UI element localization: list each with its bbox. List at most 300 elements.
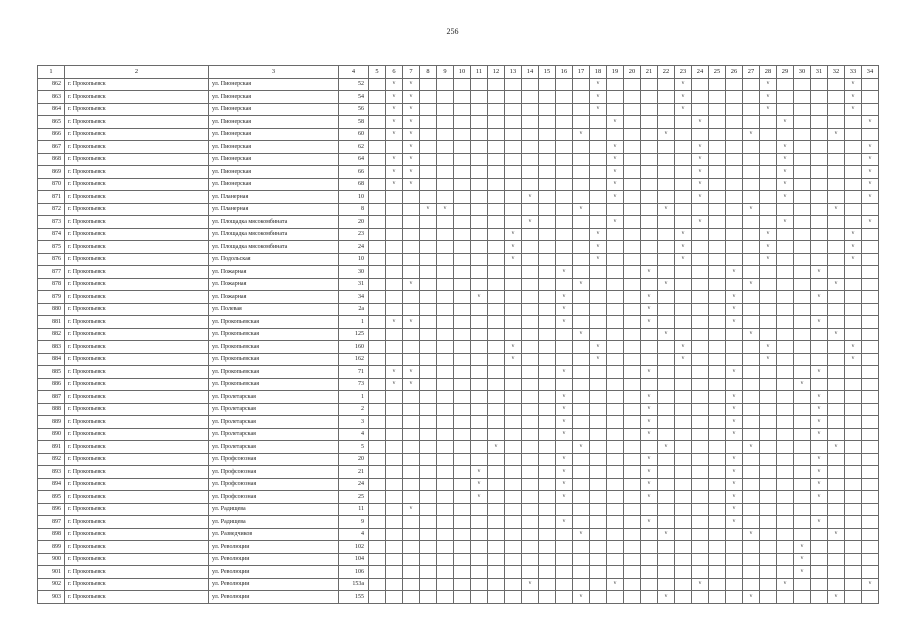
empty-cell (811, 353, 828, 366)
empty-cell (658, 466, 675, 479)
empty-cell (556, 191, 573, 204)
empty-cell (505, 78, 522, 91)
empty-cell (675, 116, 692, 129)
column-header-24: 24 (692, 66, 709, 79)
empty-cell (692, 428, 709, 441)
empty-cell (709, 391, 726, 404)
empty-cell (386, 141, 403, 154)
check-mark: v (777, 216, 794, 229)
empty-cell (590, 516, 607, 529)
empty-cell (828, 103, 845, 116)
empty-cell (675, 478, 692, 491)
row-number: 882 (38, 328, 65, 341)
empty-cell (556, 541, 573, 554)
empty-cell (641, 278, 658, 291)
empty-cell (743, 516, 760, 529)
empty-cell (709, 591, 726, 604)
empty-cell (641, 541, 658, 554)
empty-cell (811, 166, 828, 179)
column-header-30: 30 (794, 66, 811, 79)
column-header-34: 34 (862, 66, 879, 79)
check-mark: v (658, 528, 675, 541)
empty-cell (794, 203, 811, 216)
house-number-cell: 8 (339, 203, 369, 216)
house-number-cell: 34 (339, 291, 369, 304)
city-cell: г. Прокопьевск (65, 153, 209, 166)
empty-cell (471, 91, 488, 104)
empty-cell (777, 466, 794, 479)
empty-cell (454, 341, 471, 354)
empty-cell (454, 216, 471, 229)
check-mark: v (811, 428, 828, 441)
empty-cell (726, 103, 743, 116)
empty-cell (777, 203, 794, 216)
empty-cell (709, 203, 726, 216)
empty-cell (760, 528, 777, 541)
empty-cell (590, 403, 607, 416)
empty-cell (726, 203, 743, 216)
empty-cell (658, 428, 675, 441)
empty-cell (743, 466, 760, 479)
check-mark: v (641, 266, 658, 279)
empty-cell (471, 516, 488, 529)
column-header-3: 3 (209, 66, 339, 79)
check-mark: v (845, 78, 862, 91)
empty-cell (454, 253, 471, 266)
empty-cell (573, 353, 590, 366)
empty-cell (539, 353, 556, 366)
empty-cell (862, 203, 879, 216)
empty-cell (437, 228, 454, 241)
row-number: 866 (38, 128, 65, 141)
check-mark: v (590, 78, 607, 91)
table-row (38, 328, 879, 341)
empty-cell (437, 166, 454, 179)
empty-cell (624, 366, 641, 379)
check-mark: v (590, 91, 607, 104)
empty-cell (386, 291, 403, 304)
empty-cell (641, 141, 658, 154)
empty-cell (760, 466, 777, 479)
empty-cell (794, 591, 811, 604)
empty-cell (675, 466, 692, 479)
empty-cell (845, 453, 862, 466)
empty-cell (539, 203, 556, 216)
empty-cell (420, 78, 437, 91)
empty-cell (709, 228, 726, 241)
empty-cell (488, 391, 505, 404)
check-mark: v (692, 578, 709, 591)
empty-cell (437, 241, 454, 254)
empty-cell (811, 566, 828, 579)
empty-cell (539, 553, 556, 566)
empty-cell (709, 91, 726, 104)
empty-cell (488, 278, 505, 291)
empty-cell (658, 291, 675, 304)
empty-cell (403, 228, 420, 241)
empty-cell (794, 278, 811, 291)
empty-cell (743, 503, 760, 516)
empty-cell (862, 241, 879, 254)
empty-cell (573, 516, 590, 529)
empty-cell (471, 391, 488, 404)
empty-cell (675, 328, 692, 341)
street-cell: ул. Пионерская (209, 103, 339, 116)
check-mark: v (828, 328, 845, 341)
empty-cell (403, 466, 420, 479)
empty-cell (403, 353, 420, 366)
empty-cell (420, 591, 437, 604)
table-row (38, 366, 879, 379)
empty-cell (675, 553, 692, 566)
house-number-cell: 153а (339, 578, 369, 591)
empty-cell (454, 453, 471, 466)
empty-cell (369, 453, 386, 466)
empty-cell (454, 303, 471, 316)
empty-cell (862, 341, 879, 354)
empty-cell (624, 116, 641, 129)
empty-cell (403, 416, 420, 429)
empty-cell (471, 353, 488, 366)
empty-cell (454, 128, 471, 141)
empty-cell (845, 578, 862, 591)
empty-cell (505, 328, 522, 341)
empty-cell (862, 91, 879, 104)
empty-cell (454, 478, 471, 491)
empty-cell (386, 228, 403, 241)
empty-cell (505, 503, 522, 516)
empty-cell (675, 391, 692, 404)
column-header-4: 4 (339, 66, 369, 79)
empty-cell (624, 166, 641, 179)
empty-cell (828, 191, 845, 204)
empty-cell (369, 578, 386, 591)
table-row (38, 178, 879, 191)
empty-cell (658, 253, 675, 266)
empty-cell (658, 228, 675, 241)
empty-cell (692, 78, 709, 91)
empty-cell (539, 278, 556, 291)
empty-cell (624, 341, 641, 354)
street-cell: ул. Революции (209, 553, 339, 566)
empty-cell (437, 366, 454, 379)
house-number-cell: 73 (339, 378, 369, 391)
empty-cell (811, 103, 828, 116)
empty-cell (437, 178, 454, 191)
empty-cell (505, 403, 522, 416)
empty-cell (437, 353, 454, 366)
empty-cell (845, 591, 862, 604)
empty-cell (437, 266, 454, 279)
empty-cell (726, 578, 743, 591)
check-mark: v (726, 453, 743, 466)
empty-cell (437, 566, 454, 579)
empty-cell (828, 353, 845, 366)
empty-cell (641, 203, 658, 216)
city-cell: г. Прокопьевск (65, 553, 209, 566)
city-cell: г. Прокопьевск (65, 566, 209, 579)
table-row (38, 278, 879, 291)
check-mark: v (845, 253, 862, 266)
table-row (38, 503, 879, 516)
check-mark: v (403, 91, 420, 104)
empty-cell (692, 453, 709, 466)
empty-cell (777, 503, 794, 516)
empty-cell (386, 428, 403, 441)
empty-cell (505, 153, 522, 166)
empty-cell (845, 428, 862, 441)
row-number: 870 (38, 178, 65, 191)
empty-cell (590, 528, 607, 541)
street-cell: ул. Планерная (209, 191, 339, 204)
row-number: 883 (38, 341, 65, 354)
empty-cell (675, 191, 692, 204)
empty-cell (692, 378, 709, 391)
empty-cell (624, 553, 641, 566)
check-mark: v (726, 291, 743, 304)
check-mark: v (437, 203, 454, 216)
table-row (38, 241, 879, 254)
empty-cell (845, 141, 862, 154)
column-header-19: 19 (607, 66, 624, 79)
house-number-cell: 125 (339, 328, 369, 341)
empty-cell (573, 466, 590, 479)
table-row (38, 103, 879, 116)
empty-cell (505, 466, 522, 479)
empty-cell (794, 403, 811, 416)
empty-cell (471, 441, 488, 454)
empty-cell (454, 516, 471, 529)
empty-cell (522, 153, 539, 166)
empty-cell (420, 566, 437, 579)
empty-cell (743, 291, 760, 304)
city-cell: г. Прокопьевск (65, 478, 209, 491)
empty-cell (369, 478, 386, 491)
empty-cell (760, 503, 777, 516)
empty-cell (624, 266, 641, 279)
empty-cell (760, 141, 777, 154)
empty-cell (760, 566, 777, 579)
check-mark: v (471, 478, 488, 491)
street-cell: ул. Пролетарская (209, 428, 339, 441)
check-mark: v (403, 366, 420, 379)
city-cell: г. Прокопьевск (65, 403, 209, 416)
empty-cell (777, 128, 794, 141)
empty-cell (386, 441, 403, 454)
empty-cell (420, 253, 437, 266)
check-mark: v (403, 153, 420, 166)
empty-cell (386, 491, 403, 504)
empty-cell (828, 91, 845, 104)
empty-cell (403, 403, 420, 416)
empty-cell (488, 266, 505, 279)
empty-cell (607, 78, 624, 91)
empty-cell (862, 491, 879, 504)
empty-cell (522, 353, 539, 366)
column-header-32: 32 (828, 66, 845, 79)
empty-cell (590, 541, 607, 554)
city-cell: г. Прокопьевск (65, 378, 209, 391)
empty-cell (624, 491, 641, 504)
empty-cell (437, 103, 454, 116)
empty-cell (471, 191, 488, 204)
check-mark: v (505, 228, 522, 241)
empty-cell (760, 478, 777, 491)
empty-cell (573, 116, 590, 129)
empty-cell (522, 541, 539, 554)
empty-cell (437, 541, 454, 554)
empty-cell (794, 366, 811, 379)
empty-cell (811, 578, 828, 591)
street-cell: ул. Пролетарская (209, 403, 339, 416)
check-mark: v (641, 491, 658, 504)
empty-cell (522, 241, 539, 254)
table-row (38, 216, 879, 229)
empty-cell (573, 91, 590, 104)
empty-cell (624, 128, 641, 141)
empty-cell (488, 191, 505, 204)
empty-cell (454, 366, 471, 379)
empty-cell (862, 503, 879, 516)
check-mark: v (658, 128, 675, 141)
empty-cell (862, 328, 879, 341)
empty-cell (828, 466, 845, 479)
empty-cell (556, 103, 573, 116)
house-number-cell: 2 (339, 403, 369, 416)
column-header-12: 12 (488, 66, 505, 79)
row-number: 885 (38, 366, 65, 379)
city-cell: г. Прокопьевск (65, 491, 209, 504)
check-mark: v (386, 366, 403, 379)
empty-cell (624, 78, 641, 91)
empty-cell (777, 316, 794, 329)
check-mark: v (556, 366, 573, 379)
empty-cell (862, 391, 879, 404)
empty-cell (505, 191, 522, 204)
empty-cell (692, 241, 709, 254)
empty-cell (794, 291, 811, 304)
empty-cell (845, 116, 862, 129)
empty-cell (471, 141, 488, 154)
row-number: 895 (38, 491, 65, 504)
empty-cell (675, 403, 692, 416)
empty-cell (828, 253, 845, 266)
check-mark: v (641, 453, 658, 466)
empty-cell (454, 403, 471, 416)
column-header-15: 15 (539, 66, 556, 79)
check-mark: v (675, 103, 692, 116)
table-row (38, 466, 879, 479)
row-number: 891 (38, 441, 65, 454)
empty-cell (556, 116, 573, 129)
check-mark: v (675, 241, 692, 254)
empty-cell (794, 228, 811, 241)
check-mark: v (386, 378, 403, 391)
empty-cell (539, 428, 556, 441)
empty-cell (743, 366, 760, 379)
check-mark: v (828, 591, 845, 604)
empty-cell (794, 178, 811, 191)
empty-cell (369, 416, 386, 429)
empty-cell (794, 303, 811, 316)
table-row (38, 541, 879, 554)
empty-cell (675, 528, 692, 541)
table-row (38, 428, 879, 441)
empty-cell (828, 428, 845, 441)
empty-cell (539, 391, 556, 404)
city-cell: г. Прокопьевск (65, 191, 209, 204)
check-mark: v (760, 253, 777, 266)
empty-cell (590, 391, 607, 404)
row-number: 898 (38, 528, 65, 541)
empty-cell (556, 178, 573, 191)
empty-cell (828, 416, 845, 429)
table-row (38, 78, 879, 91)
empty-cell (471, 203, 488, 216)
empty-cell (624, 191, 641, 204)
empty-cell (573, 366, 590, 379)
empty-cell (760, 328, 777, 341)
empty-cell (471, 541, 488, 554)
column-header-29: 29 (777, 66, 794, 79)
empty-cell (777, 328, 794, 341)
empty-cell (573, 266, 590, 279)
empty-cell (522, 253, 539, 266)
empty-cell (488, 116, 505, 129)
empty-cell (624, 428, 641, 441)
check-mark: v (726, 366, 743, 379)
empty-cell (828, 453, 845, 466)
empty-cell (845, 441, 862, 454)
empty-cell (590, 291, 607, 304)
check-mark: v (641, 416, 658, 429)
empty-cell (743, 416, 760, 429)
empty-cell (454, 266, 471, 279)
empty-cell (726, 166, 743, 179)
empty-cell (369, 353, 386, 366)
house-number-cell: 4 (339, 528, 369, 541)
check-mark: v (556, 303, 573, 316)
empty-cell (420, 541, 437, 554)
empty-cell (437, 91, 454, 104)
empty-cell (624, 478, 641, 491)
row-number: 875 (38, 241, 65, 254)
check-mark: v (386, 178, 403, 191)
table-row (38, 266, 879, 279)
check-mark: v (658, 591, 675, 604)
empty-cell (590, 166, 607, 179)
empty-cell (488, 216, 505, 229)
house-number-cell: 54 (339, 91, 369, 104)
empty-cell (811, 78, 828, 91)
empty-cell (760, 316, 777, 329)
empty-cell (607, 316, 624, 329)
empty-cell (811, 341, 828, 354)
empty-cell (862, 378, 879, 391)
empty-cell (726, 353, 743, 366)
empty-cell (658, 578, 675, 591)
empty-cell (471, 303, 488, 316)
empty-cell (488, 553, 505, 566)
empty-cell (760, 178, 777, 191)
empty-cell (641, 503, 658, 516)
check-mark: v (573, 328, 590, 341)
check-mark: v (862, 178, 879, 191)
empty-cell (624, 278, 641, 291)
empty-cell (692, 228, 709, 241)
empty-cell (437, 316, 454, 329)
check-mark: v (811, 291, 828, 304)
